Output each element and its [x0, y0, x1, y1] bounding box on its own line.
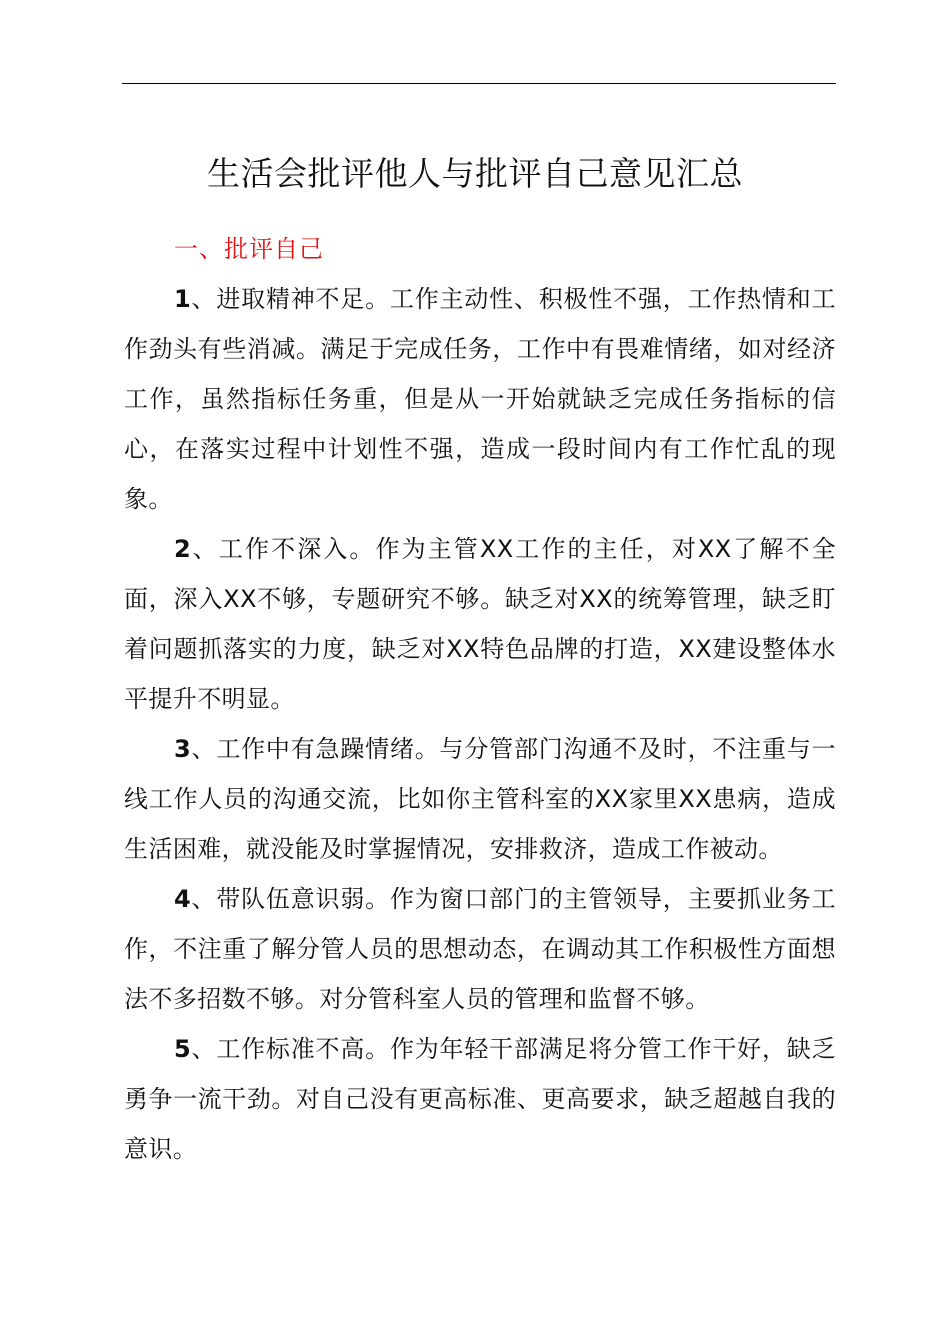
item-number: 5	[174, 1035, 192, 1063]
item-text: 、工作不深入。作为主管XX工作的主任，对XX了解不全面，深入XX不够，专题研究不够。缺乏对XX的统筹管理，缺乏盯着问题抓落实的力度，缺乏对XX特色品牌的打造，XX建设整体水平提升不明显。	[124, 535, 836, 713]
list-item	[124, 524, 836, 724]
list-item	[124, 1024, 836, 1174]
header-rule	[122, 83, 836, 84]
body-text	[124, 274, 836, 1174]
item-number: 2	[174, 535, 192, 563]
item-number: 4	[174, 885, 192, 913]
document-title: 生活会批评他人与批评自己意见汇总	[207, 154, 743, 193]
section-heading: 一、批评自己	[174, 235, 324, 263]
item-text: 、工作标准不高。作为年轻干部满足将分管工作干好，缺乏勇争一流干劲。对自己没有更高标准、更高要求，缺乏超越自我的意识。	[124, 1035, 836, 1163]
item-text: 、工作中有急躁情绪。与分管部门沟通不及时，不注重与一线工作人员的沟通交流，比如你主管科室的XX家里XX患病，造成生活困难，就没能及时掌握情况，安排救济，造成工作被动。	[124, 735, 836, 863]
item-text: 、带队伍意识弱。作为窗口部门的主管领导，主要抓业务工作，不注重了解分管人员的思想动态，在调动其工作积极性方面想法不多招数不够。对分管科室人员的管理和监督不够。	[124, 885, 836, 1013]
list-item	[124, 874, 836, 1024]
item-text: 、进取精神不足。工作主动性、积极性不强，工作热情和工作劲头有些消减。满足于完成任务，工作中有畏难情绪，如对经济工作，虽然指标任务重，但是从一开始就缺乏完成任务指标的信心，在落实过程中计划性不强，造成一段时间内有工作忙乱的现象。	[124, 285, 836, 513]
item-number: 3	[174, 735, 192, 763]
item-number: 1	[174, 285, 192, 313]
list-item	[124, 724, 836, 874]
list-item	[124, 274, 836, 524]
